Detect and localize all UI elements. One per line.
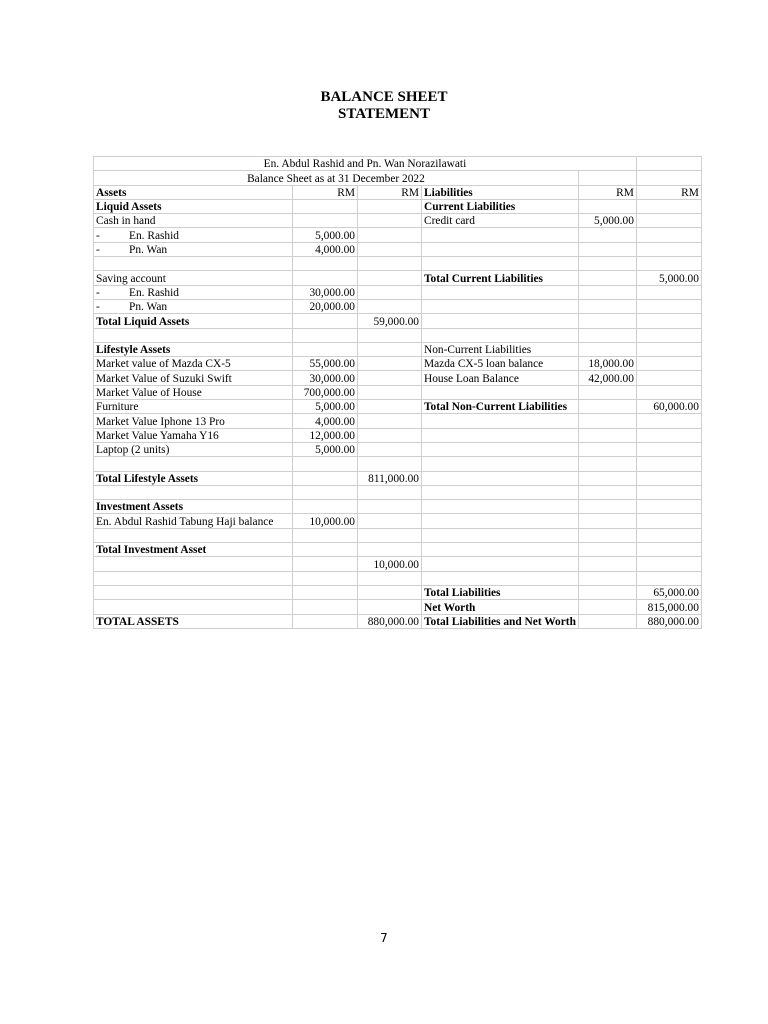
cell-b xyxy=(293,271,358,285)
cell-d: Total Current Liabilities xyxy=(422,271,579,285)
cell-a: Market Value Yamaha Y16 xyxy=(94,428,293,442)
cell-e: 18,000.00 xyxy=(578,357,636,371)
cell-d: Liabilities xyxy=(422,185,579,199)
cell-e xyxy=(578,414,636,428)
table-row xyxy=(94,614,702,628)
cell-b xyxy=(293,571,358,585)
cell-c xyxy=(358,485,422,499)
cell-d xyxy=(422,428,579,442)
cell-c xyxy=(358,271,422,285)
cell-e xyxy=(578,314,636,328)
cell-c xyxy=(358,357,422,371)
cell-f xyxy=(636,485,701,499)
cell-f xyxy=(636,328,701,342)
cell-c xyxy=(358,285,422,299)
cell-d: Total Non-Current Liabilities xyxy=(422,400,579,414)
page-number: 7 xyxy=(380,931,388,945)
cell-d xyxy=(422,500,579,514)
cell-e xyxy=(578,428,636,442)
bullet-dash: - xyxy=(96,286,100,299)
cell-b xyxy=(293,342,358,356)
cell-a: Assets xyxy=(94,185,293,199)
cell-c xyxy=(358,571,422,585)
cell-f xyxy=(636,543,701,557)
cell-text: Pn. Wan xyxy=(129,244,168,257)
table-row xyxy=(94,271,702,285)
table-row xyxy=(94,600,702,614)
cell-a: Total Investment Asset xyxy=(94,543,293,557)
table-row xyxy=(94,500,702,514)
cell-f xyxy=(636,528,701,542)
cell-d xyxy=(422,385,579,399)
cell-d: Net Worth xyxy=(422,600,579,614)
header-names: En. Abdul Rashid and Pn. Wan Norazilawati xyxy=(94,157,637,171)
cell-e xyxy=(578,543,636,557)
cell-a: Lifestyle Assets xyxy=(94,342,293,356)
cell-text: En. Rashid xyxy=(129,229,179,242)
cell-c xyxy=(358,228,422,242)
cell-d xyxy=(422,514,579,528)
cell-f: 880,000.00 xyxy=(636,614,701,628)
cell-e xyxy=(578,199,636,213)
cell-e xyxy=(578,242,636,256)
cell-e xyxy=(578,328,636,342)
cell-e xyxy=(578,257,636,271)
cell-a: Market Value of House xyxy=(94,385,293,399)
table-row xyxy=(94,414,702,428)
cell-b: 10,000.00 xyxy=(293,514,358,528)
bullet-dash: - xyxy=(96,244,100,257)
cell-a xyxy=(94,242,293,256)
cell-b: 4,000.00 xyxy=(293,414,358,428)
header-row-names xyxy=(94,157,702,171)
cell-f xyxy=(636,242,701,256)
cell-b xyxy=(293,600,358,614)
cell-e xyxy=(578,342,636,356)
cell-a: Cash in hand xyxy=(94,214,293,228)
cell-e xyxy=(578,500,636,514)
cell-b xyxy=(293,585,358,599)
cell-text: Pn. Wan xyxy=(129,301,168,314)
title-line-2: STATEMENT xyxy=(338,106,430,122)
cell-f xyxy=(636,299,701,313)
cell-a: Saving account xyxy=(94,271,293,285)
cell-d: Non-Current Liabilities xyxy=(422,342,579,356)
cell-f: RM xyxy=(636,185,701,199)
cell-e xyxy=(578,471,636,485)
cell-d: Total Liabilities and Net Worth xyxy=(422,614,579,628)
cell-b xyxy=(293,214,358,228)
cell-f xyxy=(636,342,701,356)
bullet-dash: - xyxy=(96,229,100,242)
cell-c xyxy=(358,242,422,256)
cell-a: Market value of Mazda CX-5 xyxy=(94,357,293,371)
cell-c xyxy=(358,400,422,414)
title-line-1: BALANCE SHEET xyxy=(320,89,448,105)
cell-d xyxy=(422,543,579,557)
cell-f xyxy=(636,385,701,399)
cell-e xyxy=(578,585,636,599)
table-row xyxy=(94,571,702,585)
cell-e xyxy=(578,285,636,299)
cell-e xyxy=(578,385,636,399)
cell-e xyxy=(578,571,636,585)
cell-d: Credit card xyxy=(422,214,579,228)
cell-e xyxy=(578,457,636,471)
cell-a xyxy=(94,228,293,242)
cell-d xyxy=(422,471,579,485)
cell-a xyxy=(94,528,293,542)
cell-b xyxy=(293,614,358,628)
cell-f xyxy=(636,199,701,213)
cell-d: Current Liabilities xyxy=(422,199,579,213)
cell-e: 5,000.00 xyxy=(578,214,636,228)
cell-b xyxy=(293,199,358,213)
cell-d xyxy=(422,571,579,585)
cell-b xyxy=(293,543,358,557)
cell-d xyxy=(422,314,579,328)
cell-a: Market Value Iphone 13 Pro xyxy=(94,414,293,428)
cell-c xyxy=(358,585,422,599)
cell-b: 5,000.00 xyxy=(293,228,358,242)
table-row xyxy=(94,357,702,371)
cell-f xyxy=(636,214,701,228)
table-row xyxy=(94,314,702,328)
cell-b xyxy=(293,457,358,471)
cell-a: Total Lifestyle Assets xyxy=(94,471,293,485)
cell-a xyxy=(94,299,293,313)
cell-c xyxy=(358,257,422,271)
cell-a: Investment Assets xyxy=(94,500,293,514)
cell-f xyxy=(636,571,701,585)
cell-d: Total Liabilities xyxy=(422,585,579,599)
cell-c xyxy=(358,385,422,399)
cell-f xyxy=(636,471,701,485)
cell-d xyxy=(422,328,579,342)
table-row xyxy=(94,557,702,571)
cell-f xyxy=(636,414,701,428)
header-date: Balance Sheet as at 31 December 2022 xyxy=(94,171,579,185)
cell-c xyxy=(358,528,422,542)
cell-e xyxy=(578,600,636,614)
cell-f xyxy=(636,371,701,385)
cell-f: 65,000.00 xyxy=(636,585,701,599)
cell-e xyxy=(578,557,636,571)
cell-b: 55,000.00 xyxy=(293,357,358,371)
cell-d xyxy=(422,257,579,271)
table-row xyxy=(94,257,702,271)
cell-f xyxy=(636,557,701,571)
cell-c: 10,000.00 xyxy=(358,557,422,571)
cell-e xyxy=(578,442,636,456)
cell-c: 811,000.00 xyxy=(358,471,422,485)
cell-f xyxy=(636,357,701,371)
cell-d xyxy=(422,242,579,256)
cell-b: 30,000.00 xyxy=(293,285,358,299)
cell-a: Liquid Assets xyxy=(94,199,293,213)
cell-b xyxy=(293,485,358,499)
cell-f xyxy=(636,442,701,456)
table-row xyxy=(94,371,702,385)
cell-b xyxy=(293,328,358,342)
cell-b: 5,000.00 xyxy=(293,442,358,456)
table-row xyxy=(94,543,702,557)
cell-b xyxy=(293,314,358,328)
cell-f xyxy=(636,257,701,271)
cell-d xyxy=(422,457,579,471)
cell-e xyxy=(578,485,636,499)
cell-f xyxy=(636,428,701,442)
cell-f: 60,000.00 xyxy=(636,400,701,414)
cell-e xyxy=(578,514,636,528)
cell-a xyxy=(94,285,293,299)
table-row xyxy=(94,400,702,414)
bullet-dash: - xyxy=(96,301,100,314)
cell-a xyxy=(94,571,293,585)
cell-a: En. Abdul Rashid Tabung Haji balance xyxy=(94,514,293,528)
cell-f: 815,000.00 xyxy=(636,600,701,614)
table-row xyxy=(94,471,702,485)
cell-b: RM xyxy=(293,185,358,199)
cell-e: 42,000.00 xyxy=(578,371,636,385)
table-row xyxy=(94,285,702,299)
cell-f xyxy=(636,457,701,471)
cell-d xyxy=(422,485,579,499)
cell-a: Market Value of Suzuki Swift xyxy=(94,371,293,385)
cell-f xyxy=(636,500,701,514)
cell-a xyxy=(94,457,293,471)
cell-e xyxy=(578,528,636,542)
cell-text: En. Rashid xyxy=(129,286,179,299)
cell-b xyxy=(293,471,358,485)
table-row xyxy=(94,442,702,456)
cell-f xyxy=(636,314,701,328)
table-row xyxy=(94,228,702,242)
cell-d xyxy=(422,528,579,542)
cell-c: 880,000.00 xyxy=(358,614,422,628)
table-row xyxy=(94,457,702,471)
cell-f xyxy=(636,514,701,528)
cell-c xyxy=(358,543,422,557)
cell-b: 5,000.00 xyxy=(293,400,358,414)
cell-c xyxy=(358,457,422,471)
cell-b: 700,000.00 xyxy=(293,385,358,399)
cell-a xyxy=(94,485,293,499)
cell-d: Mazda CX-5 loan balance xyxy=(422,357,579,371)
cell-b xyxy=(293,500,358,514)
cell-a xyxy=(94,585,293,599)
cell-c xyxy=(358,514,422,528)
cell-b: 20,000.00 xyxy=(293,299,358,313)
header-row-date xyxy=(94,171,702,185)
table-row xyxy=(94,514,702,528)
cell-d xyxy=(422,299,579,313)
table-row xyxy=(94,342,702,356)
cell-e xyxy=(578,299,636,313)
table-row xyxy=(94,299,702,313)
cell-b xyxy=(293,257,358,271)
cell-e xyxy=(578,228,636,242)
balance-sheet-table xyxy=(93,156,702,629)
cell-a xyxy=(94,257,293,271)
cell-b xyxy=(293,557,358,571)
cell-c xyxy=(358,600,422,614)
table-row xyxy=(94,242,702,256)
cell-b: 12,000.00 xyxy=(293,428,358,442)
cell-c: 59,000.00 xyxy=(358,314,422,328)
cell-a xyxy=(94,600,293,614)
cell-c xyxy=(358,199,422,213)
cell-e xyxy=(578,614,636,628)
cell-f xyxy=(636,228,701,242)
cell-a: Total Liquid Assets xyxy=(94,314,293,328)
cell-c xyxy=(358,299,422,313)
cell-f xyxy=(636,285,701,299)
table-row xyxy=(94,528,702,542)
cell-a: Furniture xyxy=(94,400,293,414)
cell-a xyxy=(94,328,293,342)
table-row xyxy=(94,485,702,499)
cell-d: House Loan Balance xyxy=(422,371,579,385)
table-row xyxy=(94,185,702,199)
cell-c xyxy=(358,328,422,342)
cell-a xyxy=(94,557,293,571)
cell-d xyxy=(422,285,579,299)
cell-d xyxy=(422,228,579,242)
cell-b: 4,000.00 xyxy=(293,242,358,256)
table-row xyxy=(94,214,702,228)
table-row xyxy=(94,199,702,213)
table-row xyxy=(94,328,702,342)
table-row xyxy=(94,585,702,599)
cell-d xyxy=(422,442,579,456)
cell-a: TOTAL ASSETS xyxy=(94,614,293,628)
table-row xyxy=(94,385,702,399)
cell-c xyxy=(358,500,422,514)
cell-d xyxy=(422,557,579,571)
cell-c: RM xyxy=(358,185,422,199)
cell-b: 30,000.00 xyxy=(293,371,358,385)
cell-e: RM xyxy=(578,185,636,199)
cell-c xyxy=(358,371,422,385)
cell-d xyxy=(422,414,579,428)
cell-c xyxy=(358,342,422,356)
cell-c xyxy=(358,214,422,228)
cell-a: Laptop (2 units) xyxy=(94,442,293,456)
cell-c xyxy=(358,414,422,428)
cell-f: 5,000.00 xyxy=(636,271,701,285)
cell-b xyxy=(293,528,358,542)
cell-c xyxy=(358,428,422,442)
table-row xyxy=(94,428,702,442)
cell-e xyxy=(578,400,636,414)
cell-e xyxy=(578,271,636,285)
cell-c xyxy=(358,442,422,456)
